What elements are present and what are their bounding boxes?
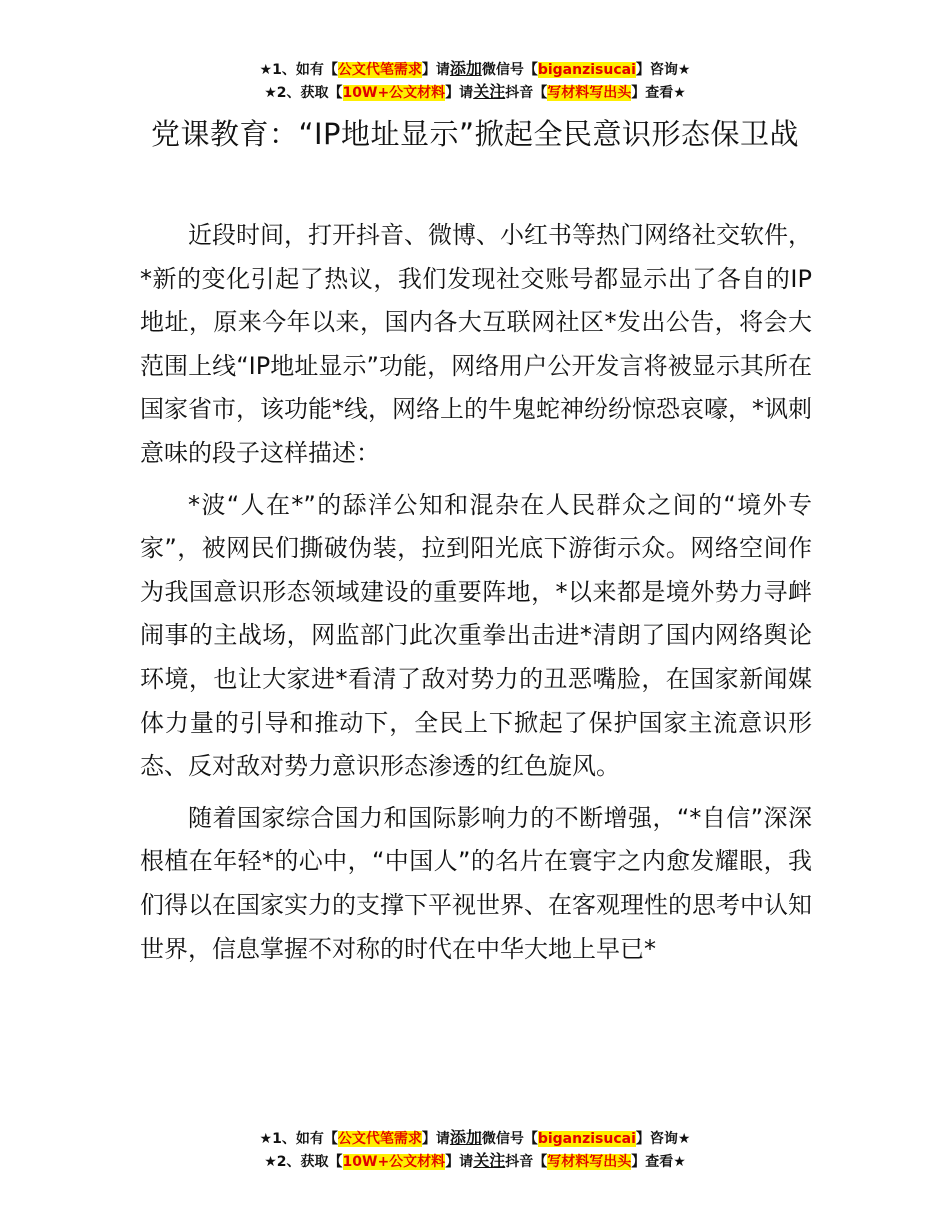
highlight-label: 10W+公文材料 (342, 85, 446, 101)
paragraph: 随着国家综合国力和国际影响力的不断增强，“*自信”深深根植在年轻*的心中，“中国人”的名片在寰宇之内愈发耀眼，我们得以在国家实力的支撑下平视世界、在客观理性的思考中认知世界，信息掌握不对称的时代在中华大地上早已* (140, 803, 812, 963)
wechat-id-highlight: biganzisucai (537, 62, 636, 78)
banner-text: ★2、获取【 (264, 85, 343, 101)
underlined-label: 关注 (473, 1151, 506, 1170)
underlined-label: 添加 (449, 59, 482, 78)
banner-text: 】请 (421, 62, 450, 78)
paragraph: *波“人在*”的舔洋公知和混杂在人民群众之间的“境外专家”，被网民们撕破伪装，拉到阳光底下游街示众。网络空间作为我国意识形态领域建设的重要阵地，*以来都是境外势力寻衅闹事的主战场，网监部门此次重拳出击进*清朗了国内网络舆论环境，也让大家进*看清了敌对势力的丑恶嘴脸，在国家新闻媒体力量的引导和推动下，全民上下掀起了保护国家主流意识形态、反对敌对势力意识形态渗透的红色旋风。 (140, 490, 812, 781)
banner-line-2 (0, 81, 950, 104)
wechat-id-highlight: biganzisucai (537, 1131, 636, 1147)
highlight-label: 公文代笔需求 (337, 62, 422, 78)
banner-text: 微信号【 (481, 1131, 538, 1147)
banner-text: 】咨询★ (635, 62, 691, 78)
douyin-account-highlight: 写材料写出头 (547, 85, 632, 101)
footer-banner (0, 1127, 950, 1173)
banner-line-1 (0, 1127, 950, 1150)
banner-line-1 (0, 58, 950, 81)
document-title: 党课教育：“IP地址显示”掀起全民意识形态保卫战 (150, 117, 800, 151)
underlined-label: 添加 (449, 1128, 482, 1147)
banner-text: 】咨询★ (635, 1131, 691, 1147)
banner-text: 抖音【 (505, 1154, 548, 1170)
highlight-label: 公文代笔需求 (337, 1131, 422, 1147)
banner-text: 】请 (445, 1154, 474, 1170)
banner-text: 抖音【 (505, 85, 548, 101)
underlined-label: 关注 (473, 82, 506, 101)
banner-text: 】查看★ (631, 1154, 686, 1170)
banner-text: 微信号【 (481, 62, 538, 78)
document-body (140, 214, 812, 979)
highlight-label: 10W+公文材料 (342, 1154, 446, 1170)
paragraph: 近段时间，打开抖音、微博、小红书等热门网络社交软件，*新的变化引起了热议，我们发现社交账号都显示出了各自的IP地址，原来今年以来，国内各大互联网社区*发出公告，将会大范围上线“IP地址显示”功能，网络用户公开发言将被显示其所在国家省市，该功能*线，网络上的牛鬼蛇神纷纷惊恐哀嚎，*讽刺意味的段子这样描述： (140, 221, 812, 467)
banner-text: ★2、获取【 (264, 1154, 343, 1170)
banner-text: ★1、如有【 (259, 1131, 338, 1147)
douyin-account-highlight: 写材料写出头 (547, 1154, 632, 1170)
header-banner (0, 58, 950, 104)
banner-text: 】请 (421, 1131, 450, 1147)
banner-line-2 (0, 1150, 950, 1173)
banner-text: ★1、如有【 (259, 62, 338, 78)
banner-text: 】查看★ (631, 85, 686, 101)
banner-text: 】请 (445, 85, 474, 101)
